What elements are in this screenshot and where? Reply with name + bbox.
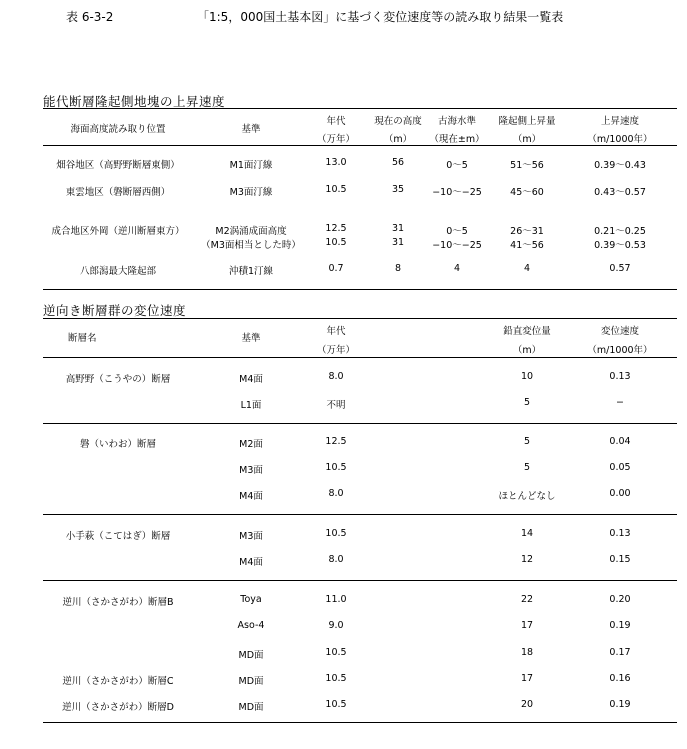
s2-rate: 0.04: [609, 436, 631, 447]
s2-disp: 18: [520, 647, 534, 658]
s2-disp: 14: [520, 528, 534, 539]
s1-position: 東雲地区（磐断層西側）: [65, 187, 171, 198]
s1-rate: 0.43〜0.57: [594, 187, 646, 198]
s2-basis: M4面: [239, 557, 263, 568]
s1-uplift: 4: [523, 263, 531, 274]
s1-age: 10.5: [325, 237, 347, 248]
s2-basis: MD面: [238, 676, 264, 687]
s2-basis: M4面: [239, 374, 263, 385]
s2-rate: 0.13: [609, 528, 631, 539]
s2-rate: 0.17: [609, 647, 631, 658]
s2-disp: 5: [523, 397, 531, 408]
s1-age: 0.7: [328, 263, 344, 274]
header-age-unit: （万年）: [316, 134, 356, 145]
s2-disp: 22: [520, 594, 534, 605]
s1-sea: −10〜−25: [432, 240, 482, 251]
s2-fault: 逆川（さかさがわ）断層B: [62, 597, 174, 608]
s2-basis: M4面: [239, 491, 263, 502]
section1-header-rule: [43, 145, 677, 146]
s2-basis: M2面: [239, 439, 263, 450]
group-divider: [43, 423, 677, 424]
header-uplift: 隆起側上昇量: [498, 116, 556, 127]
header-displacement-unit: （m）: [512, 345, 542, 356]
s2-fault: 磐（いわお）断層: [79, 439, 157, 450]
s2-fault: 逆川（さかさがわ）断層D: [62, 702, 174, 713]
s1-position: 畑谷地区（高野野断層東側）: [56, 160, 180, 171]
section1-heading: 能代断層隆起側地塊の上昇速度: [43, 94, 226, 109]
header-current-height: 現在の高度: [374, 116, 422, 127]
header-age: 年代: [326, 116, 346, 127]
s1-height: 31: [391, 237, 405, 248]
s2-disp: 5: [523, 462, 531, 473]
s2-basis: MD面: [238, 650, 264, 661]
s2-basis: Aso-4: [237, 620, 265, 631]
s2-basis: Toya: [240, 594, 262, 605]
s1-height: 31: [391, 223, 405, 234]
section2-top-rule: [43, 318, 677, 319]
s2-age: 8.0: [328, 554, 344, 565]
s1-uplift: 41〜56: [510, 240, 544, 251]
s2-age: 10.5: [325, 462, 347, 473]
group-divider: [43, 580, 677, 581]
s1-basis: 沖積1汀線: [228, 266, 274, 277]
s2-rate: 0.05: [609, 462, 631, 473]
s2-disp: 17: [520, 620, 534, 631]
s2-fault: 小手萩（こてはぎ）断層: [65, 531, 171, 542]
s2-disp: 10: [520, 371, 534, 382]
s1-rate: 0.57: [609, 263, 631, 274]
s2-age: 8.0: [328, 371, 344, 382]
s1-basis: M2涡涌成面高度: [215, 226, 287, 237]
s2-fault: 逆川（さかさがわ）断層C: [62, 676, 174, 687]
s1-uplift: 45〜60: [510, 187, 544, 198]
s2-rate: 0.15: [609, 554, 631, 565]
s1-uplift: 51〜56: [510, 160, 544, 171]
header-basis: 基準: [241, 333, 261, 344]
s2-disp: 12: [520, 554, 534, 565]
header-basis: 基準: [241, 124, 261, 135]
s1-age: 10.5: [325, 184, 347, 195]
s2-age: 10.5: [325, 647, 347, 658]
s2-age: 10.5: [325, 699, 347, 710]
header-rate-unit: （m/1000年）: [587, 345, 653, 356]
s1-age: 12.5: [325, 223, 347, 234]
s1-rate: 0.21〜0.25: [594, 226, 646, 237]
header-rate: 変位速度: [600, 326, 640, 337]
s2-rate: 0.19: [609, 620, 631, 631]
header-paleo-sea-unit: （現在±m）: [429, 134, 485, 145]
s2-rate: −: [616, 397, 624, 408]
document-title: 「1:5，000国土基本図」に基づく変位速度等の読み取り結果一覧表: [197, 10, 564, 24]
header-rate: 上昇速度: [600, 116, 640, 127]
table-number: 表 6-3-2: [66, 10, 114, 24]
s2-age: 不明: [326, 400, 346, 411]
s2-age: 9.0: [328, 620, 344, 631]
s2-disp: ほとんどなし: [498, 491, 556, 502]
s2-age: 10.5: [325, 528, 347, 539]
s1-rate: 0.39〜0.43: [594, 160, 646, 171]
s1-sea: 0〜5: [446, 160, 468, 171]
s2-disp: 20: [520, 699, 534, 710]
s1-sea: −10〜−25: [432, 187, 482, 198]
s2-rate: 0.20: [609, 594, 631, 605]
section2-header-rule: [43, 357, 677, 358]
section2-bottom-rule: [43, 722, 677, 723]
s2-basis: L1面: [240, 400, 262, 411]
s2-age: 8.0: [328, 488, 344, 499]
s1-uplift: 26〜31: [510, 226, 544, 237]
s2-disp: 17: [520, 673, 534, 684]
s1-height: 56: [391, 157, 405, 168]
section1-top-rule: [43, 108, 677, 109]
s1-basis: M1面汀線: [229, 160, 273, 171]
s2-age: 12.5: [325, 436, 347, 447]
header-paleo-sea: 古海水準: [437, 116, 477, 127]
s1-position: 八郎潟最大隆起部: [79, 266, 157, 277]
section1-bottom-rule: [43, 289, 677, 290]
s1-height: 8: [394, 263, 402, 274]
s1-height: 35: [391, 184, 405, 195]
s2-rate: 0.13: [609, 371, 631, 382]
s2-fault: 高野野（こうやの）断層: [65, 374, 171, 385]
s1-basis: M3面汀線: [229, 187, 273, 198]
s1-sea: 0〜5: [446, 226, 468, 237]
s2-basis: M3面: [239, 531, 263, 542]
s2-age: 11.0: [325, 594, 347, 605]
header-age: 年代: [326, 326, 346, 337]
section2-heading: 逆向き断層群の変位速度: [43, 303, 187, 318]
s2-rate: 0.19: [609, 699, 631, 710]
header-uplift-unit: （m）: [512, 134, 542, 145]
s2-basis: M3面: [239, 465, 263, 476]
group-divider: [43, 514, 677, 515]
header-displacement: 鉛直変位量: [503, 326, 551, 337]
s1-sea: 4: [453, 263, 461, 274]
header-age-unit: （万年）: [316, 345, 356, 356]
s1-position: 成合地区外岡（逆川断層東方）: [51, 226, 185, 237]
header-fault: 断層名: [68, 333, 97, 344]
s2-rate: 0.00: [609, 488, 631, 499]
s2-age: 10.5: [325, 673, 347, 684]
s1-age: 13.0: [325, 157, 347, 168]
s2-disp: 5: [523, 436, 531, 447]
header-position: 海面高度読み取り位置: [70, 124, 166, 135]
s1-rate: 0.39〜0.53: [594, 240, 646, 251]
header-current-height-unit: （m）: [383, 134, 413, 145]
s2-rate: 0.16: [609, 673, 631, 684]
s2-basis: MD面: [238, 702, 264, 713]
header-rate-unit: （m/1000年）: [587, 134, 653, 145]
s1-basis: （M3面相当とした時）: [201, 240, 301, 251]
